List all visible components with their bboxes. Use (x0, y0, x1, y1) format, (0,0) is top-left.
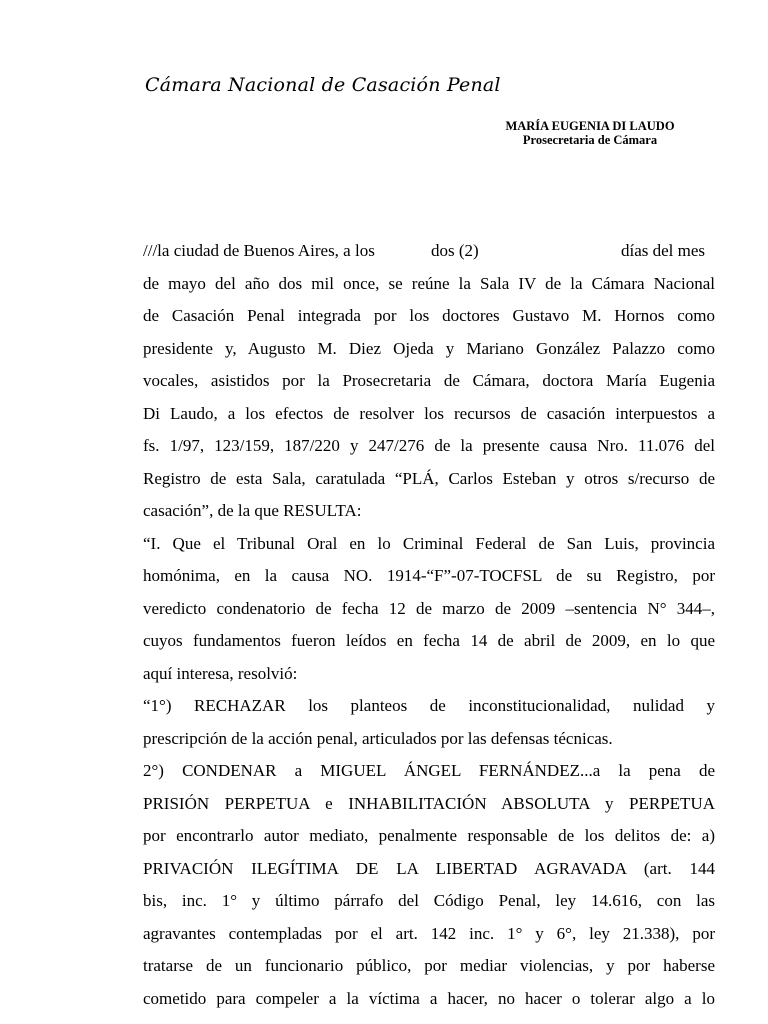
body-line: Di Laudo, a los efectos de resolver los recursos de casación interpuestos a (143, 403, 715, 423)
body-line: homónima, en la causa NO. 1914-“F”-07-TOCFSL de su Registro, por (143, 566, 715, 585)
body-line: por encontrarlo autor mediato, penalmente responsable de los delitos de: a) (143, 826, 715, 845)
body-line: de Casación Penal integrada por los doctores Gustavo M. Hornos como (143, 306, 715, 325)
body-line: tratarse de un funcionario público, por mediar violencias, y por haberse (143, 956, 715, 975)
body-line: cometido para compeler a la víctima a hacer, no hacer o tolerar algo a lo (143, 988, 715, 1008)
body-line: “I. Que el Tribunal Oral en lo Criminal Federal de San Luis, provincia (143, 533, 715, 553)
body-line: agravantes contempladas por el art. 142 inc. 1° y 6°, ley 21.338), por (143, 923, 715, 943)
body-line: 2°) CONDENAR a MIGUEL ÁNGEL FERNÁNDEZ...a la pena de (143, 761, 715, 780)
body-line: aquí interesa, resolvió: (143, 663, 298, 683)
body-line: PRIVACIÓN ILEGÍTIMA DE LA LIBERTAD AGRAVADA (art. 144 (143, 858, 715, 878)
first-line-place: ///la ciudad de Buenos Aires, a los (143, 241, 375, 260)
first-line-day: dos (2) (431, 241, 479, 260)
body-line: PRISIÓN PERPETUA e INHABILITACIÓN ABSOLUTA y PERPETUA (143, 793, 715, 813)
body-line: cuyos fundamentos fueron leídos en fecha 14 de abril de 2009, en lo que (143, 631, 715, 650)
court-name-heading: Cámara Nacional de Casación Penal (145, 74, 501, 96)
body-line: prescripción de la acción penal, articulados por las defensas técnicas. (143, 728, 613, 748)
first-line-month: días del mes (621, 241, 706, 260)
body-first-line (143, 235, 715, 268)
body-line: “1°) RECHAZAR los planteos de inconstitucionalidad, nulidad y (143, 696, 715, 715)
body-line: bis, inc. 1° y último párrafo del Código Penal, ley 14.616, con las (143, 891, 715, 910)
body-line: veredicto condenatorio de fecha 12 de marzo de 2009 –sentencia N° 344–, (143, 598, 715, 618)
body-line: Registro de esta Sala, caratulada “PLÁ, Carlos Esteban y otros s/recurso de (143, 468, 715, 488)
signatory-name: MARÍA EUGENIA DI LAUDO (505, 119, 675, 133)
body-line: de mayo del año dos mil once, se reúne la Sala IV de la Cámara Nacional (143, 273, 715, 293)
signatory-title: Prosecretaria de Cámara (522, 133, 658, 147)
body-line: vocales, asistidos por la Prosecretaria de Cámara, doctora María Eugenia (143, 371, 715, 390)
body-line: presidente y, Augusto M. Diez Ojeda y Mariano González Palazzo como (143, 338, 715, 358)
document-body (143, 235, 715, 1015)
signatory-block (500, 119, 680, 147)
body-line: fs. 1/97, 123/159, 187/220 y 247/276 de la presente causa Nro. 11.076 del (143, 436, 715, 455)
body-line: casación”, de la que RESULTA: (143, 501, 362, 520)
